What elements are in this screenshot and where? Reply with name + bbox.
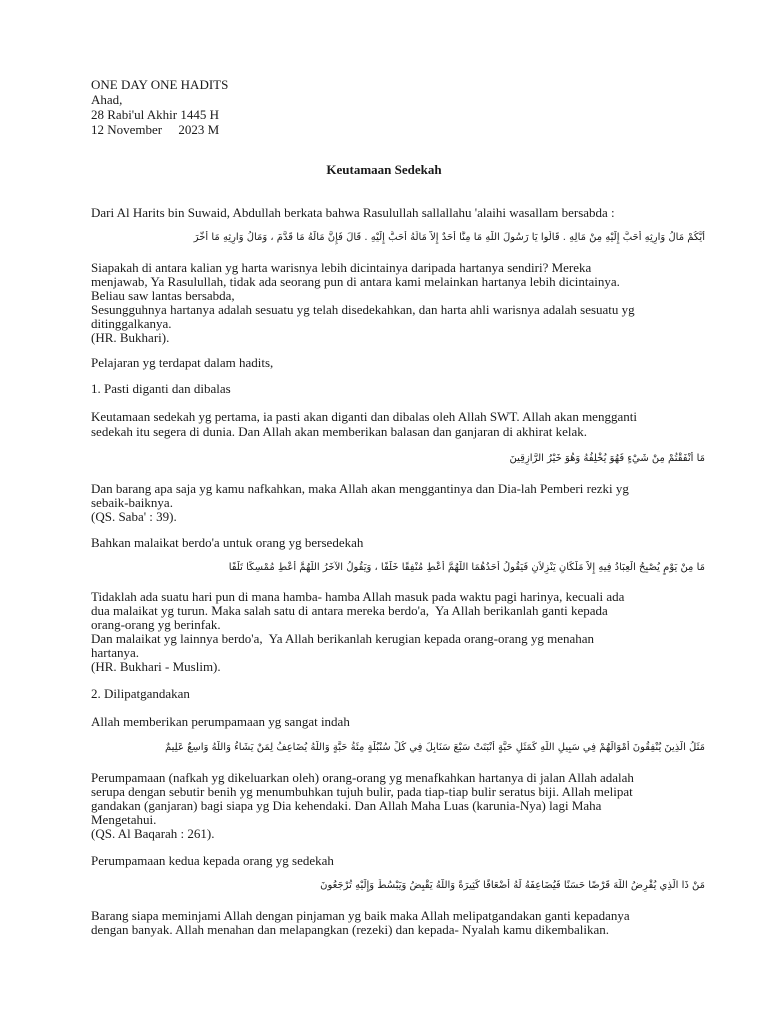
point-1-text-line: sedekah itu segera di dunia. Dan Allah akan memberikan balasan dan ganjaran di akhirat kelak.	[91, 424, 587, 439]
quran-1-citation: (QS. Saba' : 39).	[91, 509, 177, 524]
quran-3-translation-line: dengan banyak. Allah menahan dan melapangkan (rezeki) dan kepada- Nyalah kamu dikembalikan.	[91, 922, 609, 937]
hadith-1-arabic: أَيُّكُمْ مَالُ وَارِثِهِ أَحَبُّ إِلَيْهِ مِنْ مَالِهِ . قَالُوا يَا رَسُولَ اللَّهِ مَا مِنَّا أَحَدٌ إِلاَّ مَالُهُ أَحَبُّ إِلَيْهِ . قَالَ فَإِنَّ مَالَهُ مَا قَدَّمَ ، وَمَالُ وَارِثِهِ مَا أَخَّرَ	[193, 232, 705, 243]
quran-3-arabic: مَنْ ذَا الَّذِي يُقْرِضُ اللَّهَ قَرْضًا حَسَنًا فَيُضَاعِفَهُ لَهُ أَضْعَافًا كَثِيرَةً وَاللَّهُ يَقْبِضُ وَيَبْسُطُ وَإِلَيْهِ تُرْجَعُونَ	[320, 880, 705, 891]
hadith-2-translation-line: orang-orang yg berinfak.	[91, 617, 221, 632]
intro-paragraph: Dari Al Harits bin Suwaid, Abdullah berkata bahwa Rasulullah sallallahu 'alaihi wasallam bersabda :	[91, 205, 615, 220]
doc-header-title: ONE DAY ONE HADITS	[91, 77, 229, 92]
quran-1-translation-line: Dan barang apa saja yg kamu nafkahkan, maka Allah akan menggantinya dan Dia-lah Pemberi rezki yg	[91, 481, 629, 496]
quran-2-arabic: مَثَلُ الَّذِينَ يُنْفِقُونَ أَمْوَالَهُمْ فِي سَبِيلِ اللَّهِ كَمَثَلِ حَبَّةٍ أَنْبَتَتْ سَبْعَ سَنَابِلَ فِي كُلِّ سُنْبُلَةٍ مِئَةُ حَبَّةٍ وَاللَّهُ يُضَاعِفُ لِمَنْ يَشَاءُ وَاللَّهُ وَاسِعٌ عَلِيمٌ	[164, 742, 705, 753]
parable-2-heading: Perumpamaan kedua kepada orang yg sedekah	[91, 853, 334, 868]
hadith-1-citation: (HR. Bukhari).	[91, 330, 170, 345]
doc-header-hijri-date: 28 Rabi'ul Akhir 1445 H	[91, 107, 220, 122]
quran-3-translation-line: Barang siapa meminjami Allah dengan pinjaman yg baik maka Allah melipatgandakan ganti kepadanya	[91, 908, 630, 923]
hadith-2-translation-line: Tidaklah ada suatu hari pun di mana hamba- hamba Allah masuk pada waktu pagi harinya, kecuali ada	[91, 589, 625, 604]
hadith-2-translation-line: hartanya.	[91, 645, 140, 660]
quran-2-translation-line: Perumpamaan (nafkah yg dikeluarkan oleh) orang-orang yg menafkahkan hartanya di jalan Allah adalah	[91, 770, 634, 785]
hadith-1-translation-line: Sesungguhnya hartanya adalah sesuatu yg telah disedekahkan, dan harta ahli warisnya adalah sesuatu yg	[91, 302, 635, 317]
hadith-2-arabic: مَا مِنْ يَوْمٍ يُصْبِحُ الْعِبَادُ فِيهِ إِلاَّ مَلَكَانِ يَنْزِلاَنِ فَيَقُولُ أَحَدُهُمَا اللَّهُمَّ أَعْطِ مُنْفِقًا خَلَفًا ، وَيَقُولُ الآخَرُ اللَّهُمَّ أَعْطِ مُمْسِكًا تَلَفًا	[228, 562, 705, 573]
point-1-text-line: Keutamaan sedekah yg pertama, ia pasti akan diganti dan dibalas oleh Allah SWT. Allah akan mengganti	[91, 409, 637, 424]
angels-heading: Bahkan malaikat berdo'a untuk orang yg bersedekah	[91, 535, 364, 550]
hadith-2-citation: (HR. Bukhari - Muslim).	[91, 659, 221, 674]
hadith-2-translation-line: Dan malaikat yg lainnya berdo'a, Ya Allah berikanlah kerugian kepada orang-orang yg menahan	[91, 631, 595, 646]
quran-2-citation: (QS. Al Baqarah : 261).	[91, 826, 215, 841]
quran-2-translation-line: serupa dengan sebutir benih yg menumbuhkan tujuh bulir, pada tiap-tiap bulir seratus biji. Allah melipat	[91, 784, 633, 799]
lessons-heading: Pelajaran yg terdapat dalam hadits,	[91, 355, 274, 370]
quran-1-translation-line: sebaik-baiknya.	[91, 495, 173, 510]
quran-2-translation-line: gandakan (ganjaran) bagi siapa yg Dia kehendaki. Dan Allah Maha Luas (karunia-Nya) lagi Maha	[91, 798, 602, 813]
doc-header-day: Ahad,	[91, 92, 123, 107]
quran-1-arabic: مَا أَنْفَقْتُمْ مِنْ شَيْءٍ فَهُوَ يُخْلِفُهُ وَهُوَ خَيْرُ الرَّازِقِينَ	[509, 453, 705, 464]
hadith-1-translation-line: Beliau saw lantas bersabda,	[91, 288, 235, 303]
quran-2-translation-line: Mengetahui.	[91, 812, 157, 827]
point-2-heading: 2. Dilipatgandakan	[91, 686, 190, 701]
point-1-heading: 1. Pasti diganti dan dibalas	[91, 381, 231, 396]
page-title: Keutamaan Sedekah	[326, 162, 442, 177]
hadith-1-translation-line: menjawab, Ya Rasulullah, tidak ada seorang pun di antara kami melainkan hartanya lebih dicintainya.	[91, 274, 620, 289]
hadith-1-translation-line: Siapakah di antara kalian yg harta warisnya lebih dicintainya daripada hartanya sendiri? Mereka	[91, 260, 592, 275]
hadith-1-translation-line: ditinggalkanya.	[91, 316, 172, 331]
hadith-2-translation-line: dua malaikat yg turun. Maka salah satu di antara mereka berdo'a, Ya Allah berikanlah ganti kepada	[91, 603, 608, 618]
parable-heading: Allah memberikan perumpamaan yg sangat indah	[91, 714, 350, 729]
doc-header-gregorian-date: 12 November 2023 M	[91, 122, 220, 137]
